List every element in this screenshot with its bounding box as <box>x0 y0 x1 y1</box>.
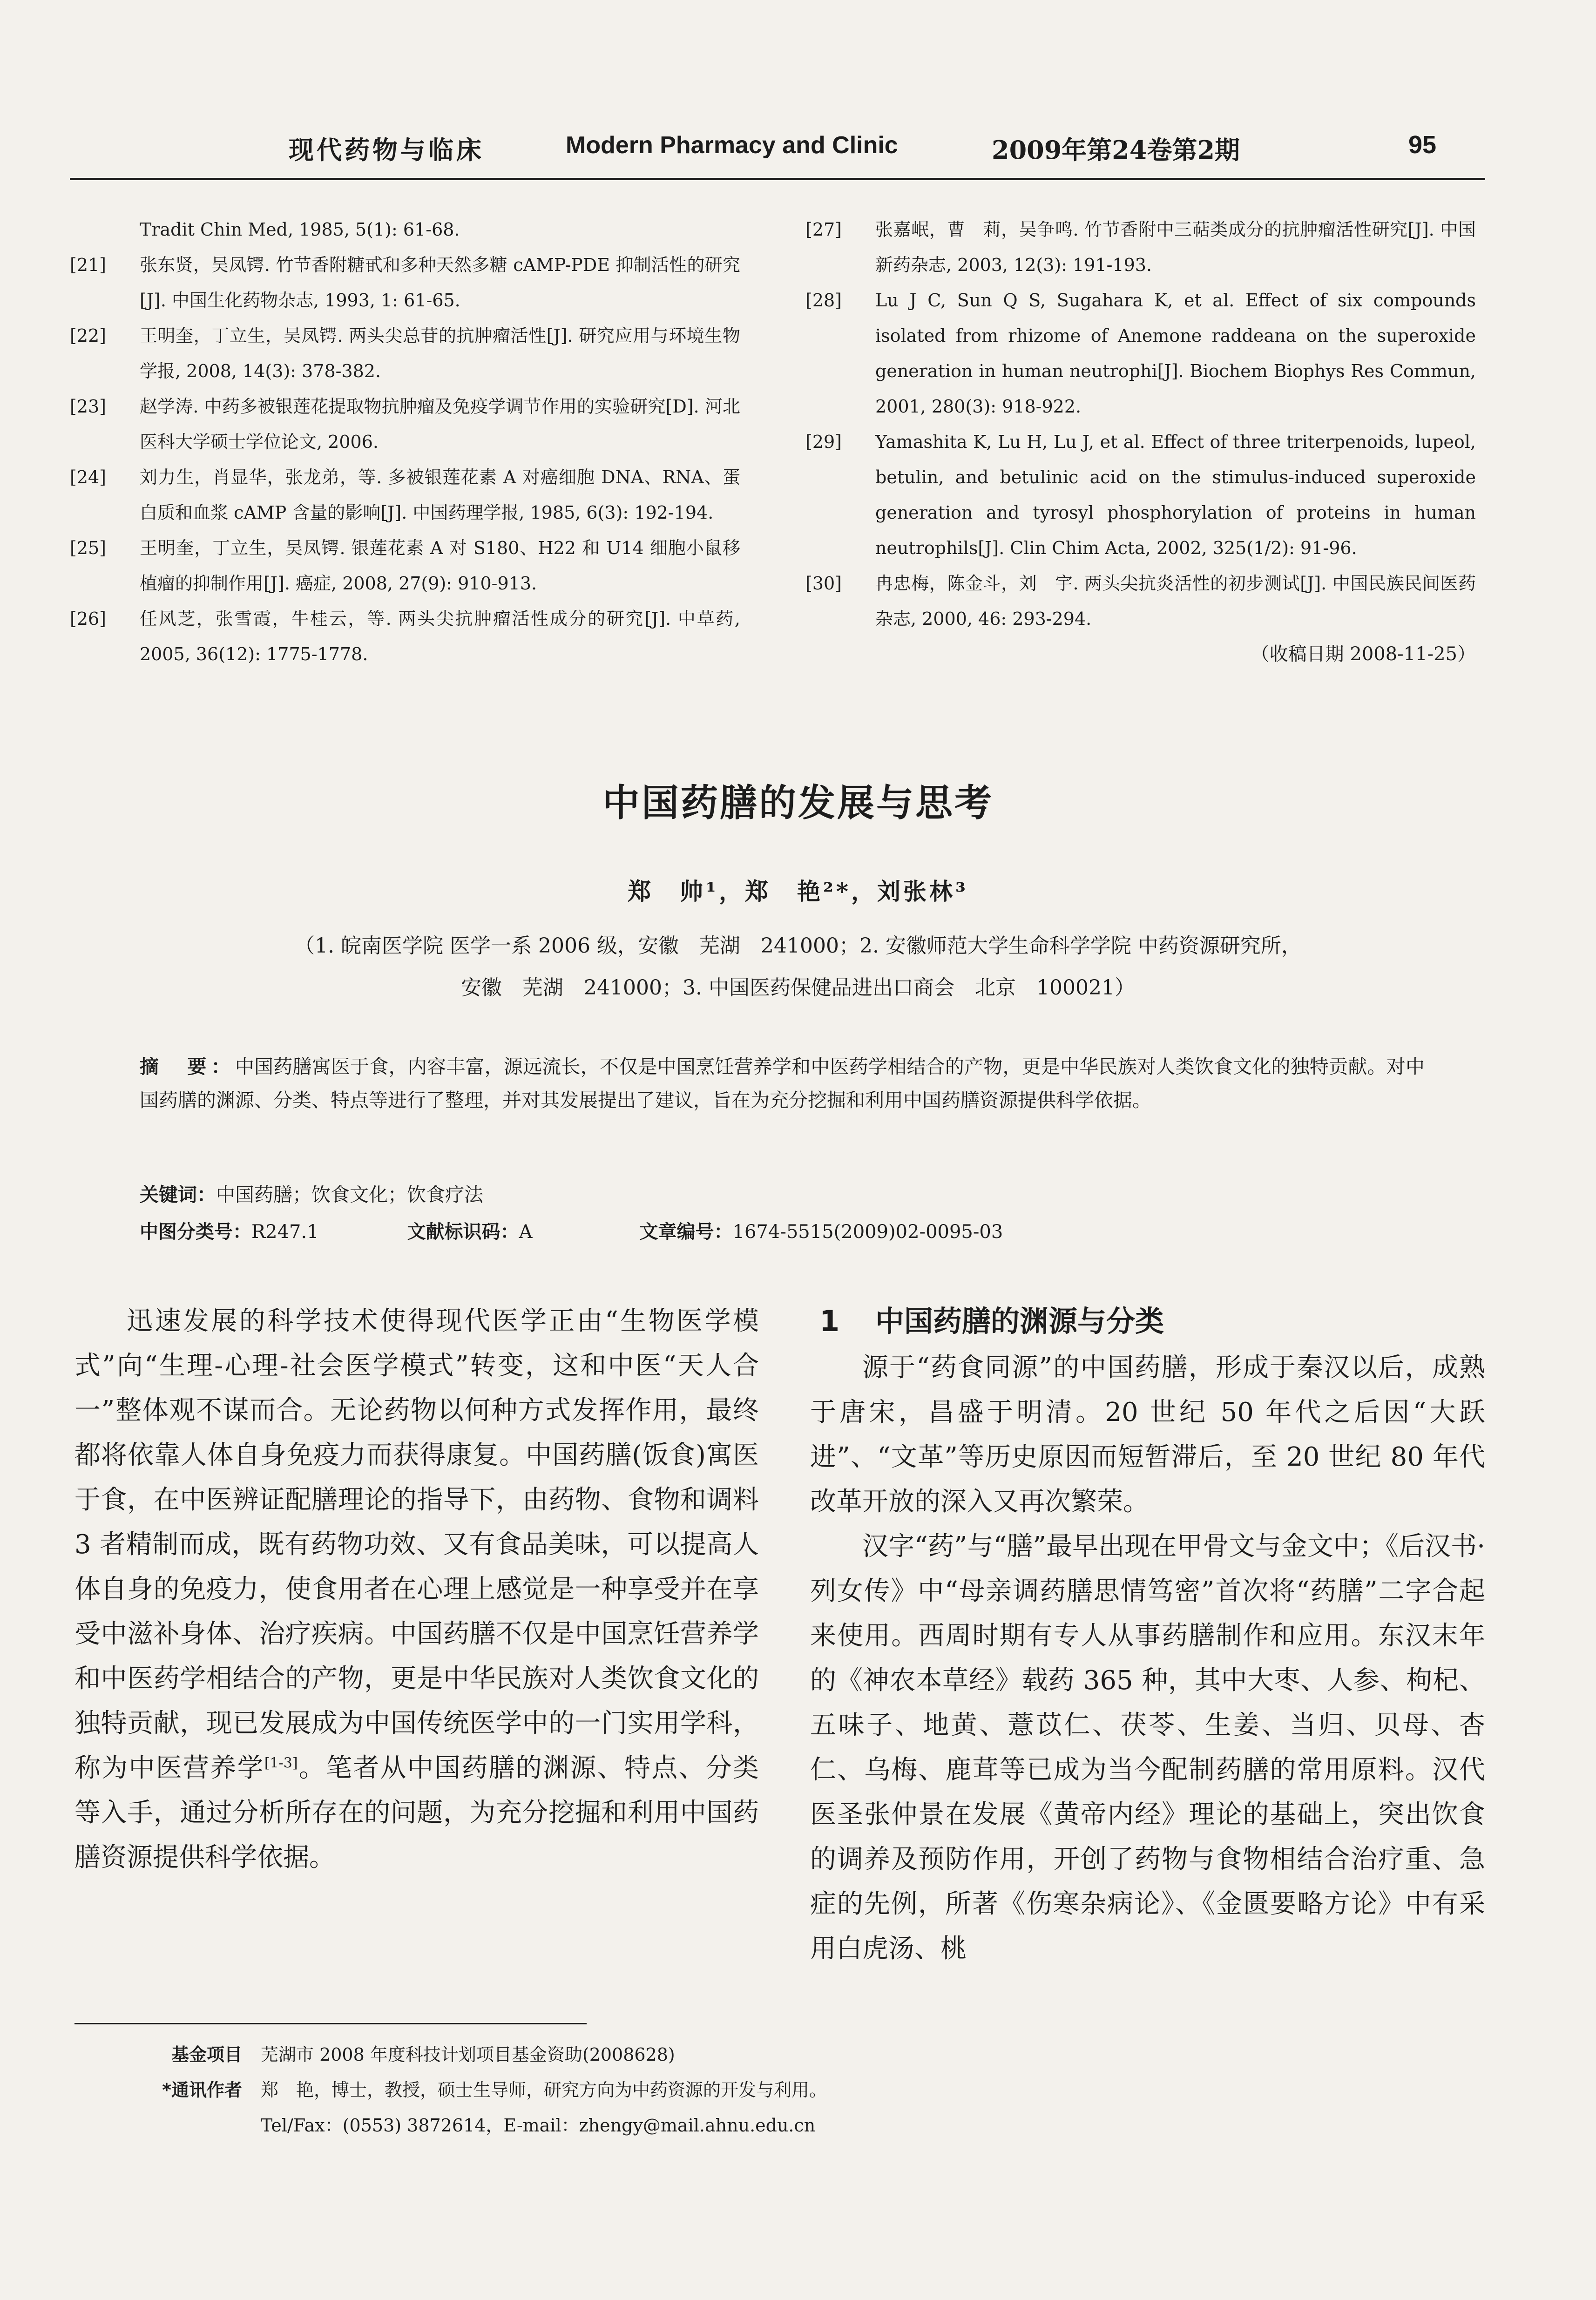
keywords <box>140 1178 1425 1211</box>
reference-number: [25] <box>70 538 107 558</box>
reference-item <box>70 247 740 318</box>
reference-number: [26] <box>70 609 107 629</box>
doc-code-value: A <box>519 1221 533 1243</box>
corresponding-author-label: *通讯作者 <box>162 2080 242 2100</box>
references-left-column <box>70 212 740 672</box>
article-id-value: 1674-5515(2009)02-0095-03 <box>732 1221 1003 1243</box>
issue-info: 2009年第24卷第2期 <box>992 135 1240 165</box>
reference-number: [23] <box>70 396 107 417</box>
received-date: （收稿日期 2008-11-25） <box>1251 643 1476 665</box>
reference-item <box>805 283 1476 424</box>
journal-title-cn: 现代药物与临床 <box>289 135 484 165</box>
reference-text: 刘力生，肖显华，张龙弟，等. 多被银莲花素 A 对癌细胞 DNA、RNA、蛋白质和血浆 cAMP 含量的影响[J]. 中国药理学报, 1985, 6(3): 192-194. <box>140 467 740 523</box>
author-list: 郑 帅¹，郑 艳²*，刘张林³ <box>628 878 968 905</box>
abstract-label: 摘 要： <box>140 1055 235 1078</box>
keywords-label: 关键词： <box>140 1184 216 1206</box>
reference-text: 赵学涛. 中药多被银莲花提取物抗肿瘤及免疫学调节作用的实验研究[D]. 河北医科大学硕士学位论文, 2006. <box>140 396 740 452</box>
reference-text: 冉忠梅，陈金斗，刘 宇. 两头尖抗炎活性的初步测试[J]. 中国民族民间医药杂志, 2000, 46: 293-294. <box>875 573 1476 629</box>
body-right-column <box>810 1299 1485 1971</box>
funding-label: 基金项目 <box>171 2044 242 2065</box>
reference-text: Yamashita K, Lu H, Lu J, et al. Effect of three triterpenoids, lupeol, betulin, and betulinic acid on the stimulus-induced superoxide generation and tyrosyl phosphorylation of proteins in human neutrophils[J]. Clin Chim Acta, 2002, 325(1/2): 91-96. <box>875 432 1476 558</box>
clc-value: R247.1 <box>251 1221 319 1243</box>
reference-item <box>70 389 740 460</box>
body-paragraph: 源于“药食同源”的中国药膳，形成于秦汉以后，成熟于唐宋，昌盛于明清。20 世纪 50 年代之后因“大跃进”、“文革”等历史原因而短暂滞后，至 20 世纪 80 年代改革开放的深入又再次繁荣。 <box>810 1353 1485 1517</box>
header-rule <box>70 178 1485 180</box>
reference-item <box>805 566 1476 636</box>
paragraph-text: 迅速发展的科学技术使得现代医学正由“生物医学模式”向“生理-心理-社会医学模式”转变，这和中医“天人合一”整体观不谋而合。无论药物以何种方式发挥作用，最终都将依靠人体自身免疫力而获得康复。中国药膳(饭食)寓医于食，在中医辨证配膳理论的指导下，由药物、食物和调料 3 者精制而成，既有药物功效、又有食品美味，可以提高人体自身的免疫力，使食用者在心理上感觉是一种享受并在享受中滋补身体、治疗疾病。中国药膳不仅是中国烹饪营养学和中医药学相结合的产物，更是中华民族对人类饮食文化的独特贡献，现已发展成为中国传统医学中的一门实用学科，称为中医营养学 <box>74 1306 759 1783</box>
reference-text: 王明奎，丁立生，吴凤锷. 两头尖总苷的抗肿瘤活性[J]. 研究应用与环境生物学报, 2008, 14(3): 378-382. <box>140 325 740 381</box>
reference-number: [28] <box>805 290 842 311</box>
running-header <box>0 0 1596 196</box>
classification-line <box>140 1215 1425 1249</box>
funding-line <box>158 2037 1415 2072</box>
keywords-text: 中国药膳；饮食文化；饮食疗法 <box>216 1184 483 1206</box>
article-title: 中国药膳的发展与思考 <box>602 781 994 825</box>
reference-text: 张嘉岷，曹 莉，吴争鸣. 竹节香附中三萜类成分的抗肿瘤活性研究[J]. 中国新药杂志, 2003, 12(3): 191-193. <box>875 219 1476 275</box>
reference-item <box>70 601 740 672</box>
abstract-text: 中国药膳寓医于食，内容丰富，源远流长，不仅是中国烹饪营养学和中医药学相结合的产物，更是中华民族对人类饮食文化的独特贡献。对中国药膳的渊源、分类、特点等进行了整理，并对其发展提出了建议，旨在为充分挖掘和利用中国药膳资源提供科学依据。 <box>140 1055 1425 1111</box>
footnote <box>158 2037 1415 2143</box>
reference-number: [30] <box>805 573 842 594</box>
reference-number: [29] <box>805 432 842 452</box>
reference-text: 张东贤，吴凤锷. 竹节香附糖甙和多种天然多糖 cAMP-PDE 抑制活性的研究[J]. 中国生化药物杂志, 1993, 1: 61-65. <box>140 255 740 311</box>
footnote-rule <box>74 2023 587 2024</box>
reference-item <box>805 212 1476 283</box>
reference-text: 王明奎，丁立生，吴凤锷. 银莲花素 A 对 S180、H22 和 U14 细胞小鼠移植瘤的抑制作用[J]. 癌症, 2008, 27(9): 910-913. <box>140 538 740 594</box>
reference-number: [24] <box>70 467 107 487</box>
section-number: 1 <box>819 1304 840 1338</box>
affiliation-line: （1. 皖南医学院 医学一系 2006 级，安徽 芜湖 241000；2. 安徽师范大学生命科学学院 中药资源研究所， <box>294 934 1302 958</box>
reference-item <box>70 460 740 530</box>
body-left-column <box>74 1299 759 1880</box>
page-number: 95 <box>1408 131 1437 159</box>
reference-text: Tradit Chin Med, 1985, 5(1): 61-68. <box>140 219 460 240</box>
body-paragraph <box>74 1299 759 1880</box>
reference-item <box>70 212 740 247</box>
contact-line: Tel/Fax：(0553) 3872614，E-mail：zhengy@mail.ahnu.edu.cn <box>261 2115 816 2136</box>
corresponding-author-text: 郑 艳，博士，教授，硕士生导师，研究方向为中药资源的开发与利用。 <box>261 2080 827 2100</box>
section-title: 中国药膳的渊源与分类 <box>875 1304 1164 1338</box>
paragraph-text: 。笔者从中国药膳的渊源、特点、分类等入手，通过分析所存在的问题，为充分挖掘和利用中国药膳资源提供科学依据。 <box>74 1753 759 1873</box>
affiliation-line: 安徽 芜湖 241000；3. 中国医药保健品进出口商会 北京 100021） <box>461 976 1135 1000</box>
corresponding-author-line <box>158 2072 1415 2108</box>
reference-number: [27] <box>805 219 842 240</box>
reference-number: [21] <box>70 255 107 275</box>
reference-item <box>805 424 1476 566</box>
abstract <box>140 1050 1425 1117</box>
reference-number: [22] <box>70 325 107 346</box>
reference-text: Lu J C, Sun Q S, Sugahara K, et al. Effect of six compounds isolated from rhizome of Anemone raddeana on the superoxide generation in human neutrophi[J]. Biochem Biophys Res Commun, 2001, 280(3): 918-922. <box>875 290 1476 417</box>
journal-title-en: Modern Pharmacy and Clinic <box>566 132 898 159</box>
section-heading <box>810 1299 1485 1344</box>
reference-text: 任风芝，张雪霞，牛桂云，等. 两头尖抗肿瘤活性成分的研究[J]. 中草药, 2005, 36(12): 1775-1778. <box>140 609 740 664</box>
clc-label: 中图分类号： <box>140 1221 251 1243</box>
citation-superscript: [1-3] <box>264 1755 298 1772</box>
doc-code-label: 文献标识码： <box>407 1221 519 1243</box>
article-id-label: 文章编号： <box>639 1221 733 1243</box>
reference-item <box>70 530 740 601</box>
funding-text: 芜湖市 2008 年度科技计划项目基金资助(2008628) <box>261 2044 675 2065</box>
reference-item <box>70 318 740 389</box>
references-right-column <box>805 212 1476 672</box>
body-paragraph: 汉字“药”与“膳”最早出现在甲骨文与金文中；《后汉书·列女传》中“母亲调药膳思情笃密”首次将“药膳”二字合起来使用。西周时期有专人从事药膳制作和应用。东汉末年的《神农本草经》载药 365 种，其中大枣、人参、枸杞、五味子、地黄、薏苡仁、茯苓、生姜、当归、贝母、杏仁、乌梅、鹿茸等已成为当今配制药膳的常用原料。汉代医圣张仲景在发展《黄帝内经》理论的基础上，突出饮食的调养及预防作用，开创了药物与食物相结合治疗重、急症的先例，所著《伤寒杂病论》、《金匮要略方论》中有采用白虎汤、桃 <box>810 1531 1485 1964</box>
